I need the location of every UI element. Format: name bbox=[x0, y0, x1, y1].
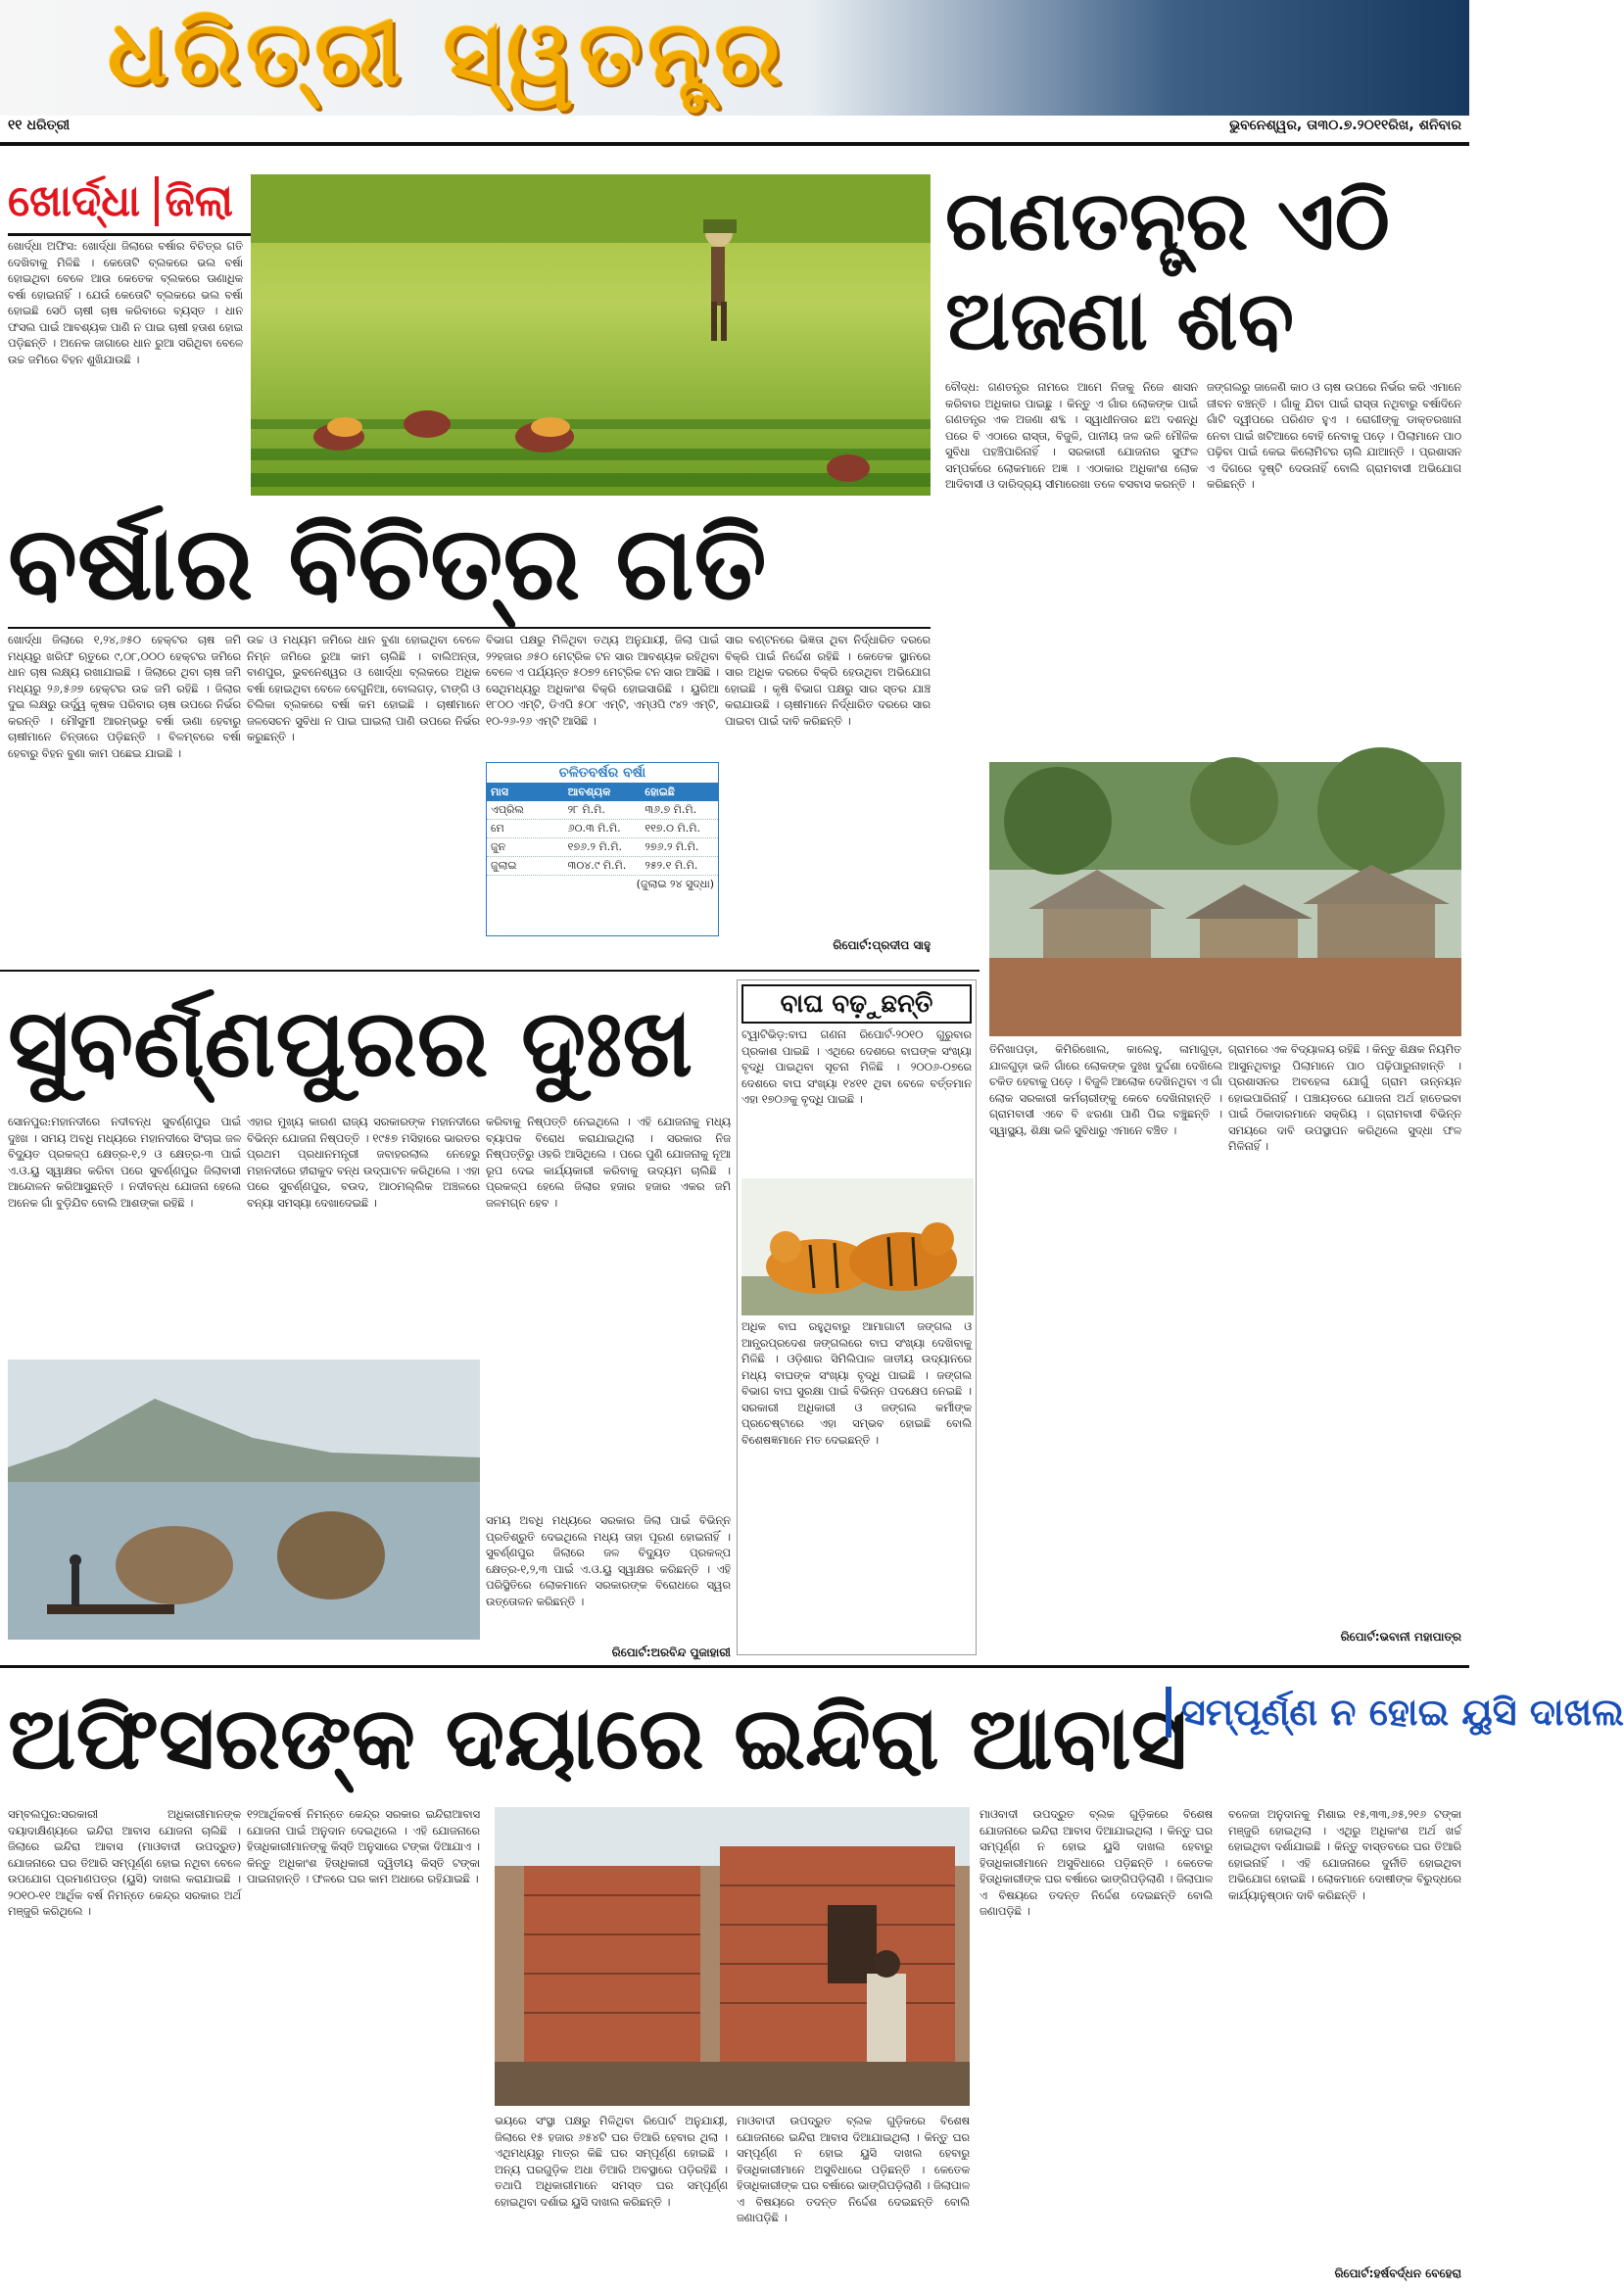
tiger-box-text-bottom: ଅଧିକ ବାଘ ରହୁଥିବାରୁ ଆମାଗାଟୀ ଜଙ୍ଗଲ ଓ ଆନ୍ଧ୍ରପ୍ରଦେଶ ଜଙ୍ଗଲରେ ବାଘ ସଂଖ୍ୟା ଦେଖିବାକୁ ମିଳିଛି । ଓଡ଼ିଶାର ସିମିଲିପାଳ ଜାତୀୟ ଉଦ୍ୟାନରେ ମଧ୍ୟ ବାଘଙ୍କ ସଂଖ୍ୟା ବୃଦ୍ଧି ପାଇଛି । ଜଙ୍ଗଲ ବିଭାଗ ବାଘ ସୁରକ୍ଷା ପାଇଁ ବିଭିନ୍ନ ପଦକ୍ଷେପ ନେଇଛି । ସରକାରୀ ଅଧିକାରୀ ଓ ଜଙ୍ଗଲ କର୍ମୀଙ୍କ ପ୍ରଚେଷ୍ଟାରେ ଏହା ସମ୍ଭବ ହୋଇଛି ବୋଲି ବିଶେଷଜ୍ଞମାନେ ମତ ଦେଇଛନ୍ତି । bbox=[741, 1320, 972, 1447]
tiger-box-title: ବାଘ ବଢ଼ୁଛନ୍ତି bbox=[741, 984, 972, 1024]
indira-column-2: ୧୨ଆର୍ଥିକବର୍ଷ ନିମନ୍ତେ କେନ୍ଦ୍ର ସରକାର ଇନ୍ଦିରାଆବାସ ଯୋଜନା ପାଇଁ ଅନୁଦାନ ଦେଇଥିଲେ । ଏହି ଯୋଜନାରେ ହିତାଧିକାରୀମାନଙ୍କୁ କିସ୍ତି ଅନୁସାରେ ଟଙ୍କା ଦିଆଯାଏ । କିନ୍ତୁ ଅଧିକାଂଶ ହିତାଧିକାରୀ ଦ୍ୱିତୀୟ କିସ୍ତି ଟଙ୍କା ପାଇନାହାନ୍ତି । ଫଳରେ ଘର କାମ ଅଧାରେ ରହିଯାଇଛି । bbox=[247, 1808, 480, 1885]
khordha-headline: ବର୍ଷାର ବିଚିତ୍ର ଗତି bbox=[8, 503, 767, 623]
dateline: ଭୁବନେଶ୍ୱର, ତା୩୦.୭.୨୦୧୧ରିଖ, ଶନିବାର bbox=[1229, 118, 1461, 133]
newspaper-title: ଧରିତ୍ରୀ ସ୍ୱତନ୍ତ୍ର bbox=[108, 2, 788, 105]
rainfall-table-title: ଚଳିତବର୍ଷର ବର୍ଷା bbox=[487, 763, 718, 784]
header-month: ମାସ bbox=[491, 786, 508, 798]
suvarnapur-column-3: କରିବାକୁ ନିଷ୍ପତ୍ତି ନେଇଥିଲେ । ଏହି ଯୋଜନାକୁ ମଧ୍ୟ ବ୍ୟାପକ ବିରୋଧ କରାଯାଇଥିଲା । ସରକାର ନିଜ ନିଷ୍ପତ୍ତିରୁ ଓହରି ଆସିଥିଲେ । ପରେ ପୁଣି ଯୋଜନାକୁ ନୂଆ ରୂପ ଦେଇ କାର୍ଯ୍ୟକାରୀ କରିବାକୁ ଉଦ୍ୟମ ଚାଲିଛି । ପ୍ରକଳ୍ପ ହେଲେ ଜିଲାର ହଜାର ହଜାର ଏକର ଜମି ଜଳମଗ୍ନ ହେବ । bbox=[486, 1116, 731, 1210]
village-huts-photo bbox=[989, 762, 1461, 1036]
paddy-field-photo bbox=[251, 174, 931, 496]
khordha-column-2: ଉଚ୍ଚ ଓ ମଧ୍ୟମ ଜମିରେ ଧାନ ବୁଣା ହୋଇଥିବା ବେଳେ ନିମ୍ନ ଜମିରେ ରୁଆ କାମ ଚାଲିଛି । ବାଲିଅନ୍ତା, ବାଣପୁର, ଭୁବନେଶ୍ୱର ଓ ଖୋର୍ଦ୍ଧା ବ୍ଲକରେ ଅଧିକ ବର୍ଷା ହୋଇଥିବା ବେଳେ ବେଗୁନିଆ, ବୋଲଗଡ଼, ଟାଙ୍ଗି ଓ ଚିଲିକା ବ୍ଲକରେ ବର୍ଷା କମ ହୋଇଛି । ଚାଷୀମାନେ ଜଳସେଚନ ସୁବିଧା ନ ପାଇ ଘାଇଲା ପାଣି ଉପରେ ନିର୍ଭର କରୁଛନ୍ତି । bbox=[247, 634, 480, 743]
section-divider bbox=[0, 1665, 1469, 1668]
indira-side-headline: ସମ୍ପୂର୍ଣ୍ଣ ନ ହୋଇ ୟୁସି ଦାଖଲ bbox=[1166, 1687, 1461, 1738]
headline-rule bbox=[8, 627, 931, 629]
indira-column-3b: ମାଓବାଦୀ ଉପଦ୍ରୁତ ବ୍ଲକ ଗୁଡ଼ିକରେ ବିଶେଷ ଯୋଜନାରେ ଇନ୍ଦିରା ଆବାସ ଦିଆଯାଇଥିଲା । କିନ୍ତୁ ଘର ସମ୍ପୂର୍ଣ୍ଣ ନ ହୋଇ ୟୁସି ଦାଖଲ ହେବାରୁ ହିତାଧିକାରୀମାନେ ଅସୁବିଧାରେ ପଡ଼ିଛନ୍ତି । କେତେକ ହିତାଧିକାରୀଙ୍କ ଘର ବର୍ଷାରେ ଭାଙ୍ଗିପଡ଼ିଲାଣି । ଜିଲାପାଳ ଏ ବିଷୟରେ ତଦନ୍ତ ନିର୍ଦ୍ଦେଶ ଦେଇଛନ୍ତି ବୋଲି ଜଣାପଡ଼ିଛି । bbox=[737, 2115, 970, 2224]
kicker-district-label: ଜିଲା bbox=[155, 176, 232, 226]
tiger-box-text-top: ଟ୍ୱାଟିଭିଡ଼:ବାଘ ଗଣନା ରିପୋର୍ଟ-୨୦୧୦ ଗୁରୁବାର ପ୍ରକାଶ ପାଇଛି । ଏଥିରେ ଦେଶରେ ବାଘଙ୍କ ସଂଖ୍ୟା ବୃଦ୍ଧି ପାଇଥିବା ସୂଚନା ମିଳିଛି । ୨୦୦୬-୦୭ରେ ଦେଶରେ ବାଘ ସଂଖ୍ୟା ୧୪୧୧ ଥିବା ବେଳେ ବର୍ତ୍ତମାନ ଏହା ୧୭୦୬କୁ ବୃଦ୍ଧି ପାଇଛି । bbox=[741, 1028, 972, 1106]
khordha-column-4: ସାର ବଣ୍ଟନରେ ଭିଜ୍ଞତା ଥିବା ନିର୍ଦ୍ଧାରିତ ଦରରେ ବିକ୍ରି ପାଇଁ ନିର୍ଦ୍ଦେଶ ରହିଛି । କେତେକ ସ୍ଥାନରେ ସାର ଅଧିକ ଦରରେ ବିକ୍ରି ହେଉଥିବା ଅଭିଯୋଗ ହୋଇଛି । କୃଷି ବିଭାଗ ପକ୍ଷରୁ ସାର ସ୍ତର ଯାଞ୍ଚ କରାଯାଉଛି । ଚାଷୀମାନେ ନିର୍ଦ୍ଧାରିତ ଦରରେ ସାର ପାଇବା ପାଇଁ ଦାବି କରିଛନ୍ତି । bbox=[725, 634, 931, 728]
ganatantra-headline-line-1: ଗଣତନ୍ତ୍ର ଏଠି bbox=[945, 172, 1390, 268]
river-boat-photo bbox=[8, 1360, 480, 1640]
page-number: ୧୧ ଧରିତ୍ରୀ bbox=[8, 118, 71, 133]
ganatantra-byline: ରିପୋର୍ଟ:ଭବାନୀ ମହାପାତ୍ର bbox=[1340, 1630, 1461, 1644]
indira-column-3: ଭୟରେ ସଂସ୍ଥା ପକ୍ଷରୁ ମିଳିଥିବା ରିପୋର୍ଟ ଅନୁଯାୟୀ, ଜିଲାରେ ୧୫ ହଜାର ୬୫୪ଟି ଘର ତିଆରି ହେବାର ଥିଲା । ଏଥିମଧ୍ୟରୁ ମାତ୍ର କିଛି ଘର ସମ୍ପୂର୍ଣ୍ଣ ହୋଇଛି । ଅନ୍ୟ ଘରଗୁଡ଼ିକ ଅଧା ତିଆରି ଅବସ୍ଥାରେ ପଡ଼ିରହିଛି । ତଥାପି ଅଧିକାରୀମାନେ ସମସ୍ତ ଘର ସମ୍ପୂର୍ଣ୍ଣ ହୋଇଥିବା ଦର୍ଶାଇ ୟୁସି ଦାଖଲ କରିଛନ୍ତି । bbox=[495, 2115, 728, 2209]
suvarnapur-column-4: ସମୟ ଅବଧି ମଧ୍ୟରେ ସରକାର ଜିଲା ପାଇଁ ବିଭିନ୍ନ ପ୍ରତିଶ୍ରୁତି ଦେଇଥିଲେ ମଧ୍ୟ ତାହା ପୂରଣ ହୋଇନାହିଁ । ସୁବର୍ଣ୍ଣପୁର ଜିଲାରେ ଜଳ ବିଦ୍ୟୁତ ପ୍ରକଳ୍ପ କ୍ଷେତ୍ର-୧,୨,୩ ପାଇଁ ଏ.ଓ.ୟୁ ସ୍ୱାକ୍ଷର କରିଛନ୍ତି । ଏହି ପରିସ୍ଥିତିରେ ଲୋକମାନେ ସରକାରଙ୍କ ବିରୋଧରେ ସ୍ୱର ଉତ୍ତୋଳନ କରିଛନ୍ତି । bbox=[486, 1514, 731, 1608]
tiger-box bbox=[737, 979, 977, 1655]
table-row: ଜୁନ ୧୭୬.୨ ମି.ମି. ୨୭୬.୨ ମି.ମି. bbox=[487, 838, 718, 857]
tiger-photo bbox=[741, 1178, 972, 1315]
unfinished-house-photo bbox=[495, 1807, 970, 2106]
rainfall-table-header bbox=[487, 784, 718, 801]
table-row: ଏପ୍ରିଲ ୨୮ ମି.ମି. ୩୬.୭ ମି.ମି. bbox=[487, 801, 718, 820]
table-row: ମେ ୬୦.୩ ମି.ମି. ୧୧୭.୦ ମି.ମି. bbox=[487, 820, 718, 838]
header-actual: ହୋଇଛି bbox=[645, 786, 675, 798]
khordha-column-1: ଖୋର୍ଦ୍ଧା ଜିଲାରେ ୧,୨୪,୬୫୦ ହେକ୍ଟର ଚାଷ ଜମି ମଧ୍ୟରୁ ଖରିଫ ଋତୁରେ ୯,୦୮,୦୦୦ ହେକ୍ଟର ଜମିରେ ଧାନ ଚାଷ ଲକ୍ଷ୍ୟ ରଖାଯାଇଛି । ଜିଲାରେ ଥିବା ଚାଷ ଜମି ମଧ୍ୟରୁ ୨୬,୫୬୭ ହେକ୍ଟର ଉଚ୍ଚ ଜମି ରହିଛି । ଜିଲାର ଦୁଇ ଲକ୍ଷରୁ ଉର୍ଦ୍ଧ୍ୱ କୃଷକ ପରିବାର ଚାଷ ଉପରେ ନିର୍ଭର କରନ୍ତି । ମୌସୁମୀ ଆରମ୍ଭରୁ ବର୍ଷା ଊଣା ହେବାରୁ ଚାଷୀମାନେ ଚିନ୍ତାରେ ପଡ଼ିଛନ୍ତି । ବିଳମ୍ବରେ ବର୍ଷା ହେବାରୁ ବିହନ ବୁଣା କାମ ପଛେଇ ଯାଇଛି । bbox=[8, 634, 241, 760]
indira-byline: ରିପୋର୍ଟ:ହର୍ଷବର୍ଦ୍ଧନ ବେହେରା bbox=[1334, 2266, 1461, 2280]
indira-column-5: ବଳେଜା ଅନୁଦାନକୁ ମିଶାଇ ୧୫,୩୩,୬୫,୨୧୬ ଟଙ୍କା ମଞ୍ଜୁରି ହୋଇଥିଲା । ଏଥିରୁ ଅଧିକାଂଶ ଅର୍ଥ ଖର୍ଚ୍ଚ ହୋଇଥିବା ଦର୍ଶାଯାଇଛି । କିନ୍ତୁ ବାସ୍ତବରେ ଘର ତିଆରି ହୋଇନାହିଁ । ଏହି ଯୋଜନାରେ ଦୁର୍ନୀତି ହୋଇଥିବା ଅଭିଯୋଗ ହୋଇଛି । ଲୋକମାନେ ଦୋଷୀଙ୍କ ବିରୁଦ୍ଧରେ କାର୍ଯ୍ୟାନୁଷ୍ଠାନ ଦାବି କରିଛନ୍ତି । bbox=[1228, 1808, 1461, 1902]
rainfall-table-note: (ଜୁଲାଇ ୨୪ ସୁଦ୍ଧା) bbox=[636, 878, 714, 890]
suvarnapur-column-2: ଏହାର ମୁଖ୍ୟ କାରଣ ରାଜ୍ୟ ସରକାରଙ୍କ ମହାନଦୀରେ ବିଭିନ୍ନ ଯୋଜନା ନିଷ୍ପତ୍ତି । ୧୯୫୭ ମସିହାରେ ଭାରତର ପ୍ରଥମ ପ୍ରଧାନମନ୍ତ୍ରୀ ଜବାହରଲାଲ ନେହେରୁ ମହାନଦୀରେ ହୀରାକୁଦ ବନ୍ଧ ଉଦ୍‌ଘାଟନ କରିଥିଲେ । ଏହା ପରେ ସୁବର୍ଣ୍ଣପୁର, ବଉଦ, ଆଠମଲ୍ଲିକ ଅଞ୍ଚଳରେ ବନ୍ୟା ସମସ୍ୟା ଦେଖାଦେଇଛି । bbox=[247, 1116, 480, 1210]
masthead-rule bbox=[0, 142, 1469, 146]
ganatantra-column-2: ଜଙ୍ଗଲରୁ ଜାଳେଣି କାଠ ଓ ଚାଷ ଉପରେ ନିର୍ଭର କରି ଏମାନେ ଜୀବନ ବଞ୍ଚନ୍ତି । ଗାଁକୁ ଯିବା ପାଇଁ ରାସ୍ତା ନଥିବାରୁ ବର୍ଷାଦିନେ ଗାଁଟି ଦ୍ୱୀପରେ ପରିଣତ ହୁଏ । ରୋଗୀଙ୍କୁ ଡାକ୍ତରଖାନା ନେବା ପାଇଁ ଖଟିଆରେ ବୋହି ନେବାକୁ ପଡ଼େ । ପିଲାମାନେ ପାଠ ପଢ଼ିବା ପାଇଁ କେଇ କିଲୋମିଟର ଚାଲି ଯାଆନ୍ତି । ପ୍ରଶାସନ ଏ ଦିଗରେ ଦୃଷ୍ଟି ଦେଉନାହିଁ ବୋଲି ଗ୍ରାମବାସୀ ଅଭିଯୋଗ କରିଛନ୍ତି । bbox=[1207, 381, 1461, 491]
indira-headline: ଅଫିସରଙ୍କ ଦୟାରେ ଇନ୍ଦିରା ଆବାସ bbox=[8, 1688, 1187, 1789]
suvarnapur-column-1: ସୋନପୁର:ମହାନଦୀରେ ନଦୀବନ୍ଧ ସୁବର୍ଣ୍ଣପୁର ପାଇଁ ଦୁଃଖ । ସମୟ ଅବଧି ମଧ୍ୟରେ ମହାନଦୀରେ ସିଂଚାଇ ଜଳ ବିଦ୍ୟୁତ ପ୍ରକଳ୍ପ କ୍ଷେତ୍ର-୧,୨ ଓ କ୍ଷେତ୍ର-୩ ପାଇଁ ଏ.ଓ.ୟୁ ସ୍ୱାକ୍ଷର କରିବା ପରେ ସୁବର୍ଣ୍ଣପୁର ଜିଲାବାସୀ ଆନ୍ଦୋଳନ କରିଆସୁଛନ୍ତି । ନଦୀବନ୍ଧ ଯୋଜନା ହେଲେ ଅନେକ ଗାଁ ବୁଡ଼ିଯିବ ବୋଲି ଆଶଙ୍କା ରହିଛି । bbox=[8, 1116, 241, 1210]
suvarnapur-headline: ସୁବର୍ଣ୍ଣପୁରର ଦୁଃଖ bbox=[8, 988, 693, 1098]
khordha-intro: ଖୋର୍ଦ୍ଧା ଅଫିସ: ଖୋର୍ଦ୍ଧା ଜିଲାରେ ବର୍ଷାର ବିଚିତ୍ର ଗତି ଦେଖିବାକୁ ମିଳିଛି । କେତୋଟି ବ୍ଲକରେ ଭଲ ବର୍ଷା ହୋଇଥିବା ବେଳେ ଆଉ କେତେକ ବ୍ଲକରେ ଊଣାଧିକ ବର୍ଷା ହୋଇନାହିଁ । ଯେଉଁ କେତୋଟି ବ୍ଲକରେ ଭଲ ବର୍ଷା ହୋଇଛି ସେଠି ଚାଷୀ ଚାଷ କରିବାରେ ବ୍ୟସ୍ତ । ଧାନ ଫସଲ ପାଇଁ ଆବଶ୍ୟକ ପାଣି ନ ପାଇ ଚାଷୀ ହତାଶ ହୋଇ ପଡ଼ିଛନ୍ତି । ଅନେକ ଜାଗାରେ ଧାନ ରୁଆ ସରିଥିବା ବେଳେ ଉଚ୍ଚ ଜମିରେ ବିହନ ଶୁଖିଯାଉଛି । bbox=[8, 240, 243, 366]
ganatantra-column-4: ଗ୍ରାମରେ ଏକ ବିଦ୍ୟାଳୟ ରହିଛି । କିନ୍ତୁ ଶିକ୍ଷକ ନିୟମିତ ଆସୁନଥିବାରୁ ପିଲାମାନେ ପାଠ ପଢ଼ିପାରୁନାହାନ୍ତି । ପ୍ରଶାସନର ଅବହେଳା ଯୋଗୁଁ ଗ୍ରାମ ଉନ୍ନୟନ ହୋଇପାରିନାହିଁ । ପଞ୍ଚାୟତରେ ଯୋଜନା ଅର୍ଥ ହାତେଇବା ପାଇଁ ଠିକାଦାରମାନେ ସକ୍ରିୟ । ଗ୍ରାମବାସୀ ବିଭିନ୍ନ ସମୟରେ ଦାବି ଉପସ୍ଥାପନ କରିଥିଲେ ସୁଦ୍ଧା ଫଳ ମିଳିନାହିଁ । bbox=[1228, 1043, 1461, 1153]
table-row: ଜୁଲାଇ ୩୦୪.୯ ମି.ମି. ୨୫୨.୧ ମି.ମି. bbox=[487, 857, 718, 876]
ganatantra-column-3: ତିନିଖାପଡ଼ା, କିମିରିଖୋଲ, କାଲେହୁ, ଳାମାଗୁଡ଼ା, ଯାଳଗୁଡ଼ା ଭଳି ଗାଁରେ ଲୋକଙ୍କ ଦୁଃଖ ଦୁର୍ଦ୍ଦଶା ଦେଖିଲେ ଚକିତ ହେବାକୁ ପଡ଼େ । ବିଜୁଳି ଆଲୋକ ଦେଖିନଥିବା ଏ ଗାଁ ଲୋକ ସରକାରୀ କର୍ମଚାରୀଙ୍କୁ କେବେ ଦେଖିନାହାନ୍ତି । ଗ୍ରାମବାସୀ ଏବେ ବି ଝରଣା ପାଣି ପିଇ ବଞ୍ଚୁଛନ୍ତି । ସ୍ୱାସ୍ଥ୍ୟ, ଶିକ୍ଷା ଭଳି ସୁବିଧାରୁ ଏମାନେ ବଞ୍ଚିତ । bbox=[989, 1043, 1222, 1137]
kicker-district-name: ଖୋର୍ଦ୍ଧା bbox=[8, 176, 141, 226]
masthead-banner bbox=[0, 0, 1469, 116]
khordha-column-3-top: ବିଭାଗ ପକ୍ଷରୁ ମିଳିଥିବା ତଥ୍ୟ ଅନୁଯାୟୀ, ଜିଲା ପାଇଁ ୨୨ହଜାର ୬୫୦ ମେଟ୍ରିକ ଟନ ସାର ଆବଶ୍ୟକ ରହିଥିବା ବେଳେ ଏ ପର୍ଯ୍ୟନ୍ତ ୫୦୭୨ ମେଟ୍ରିକ ଟନ ସାର ଆସିଛି । ସେଥିମଧ୍ୟରୁ ଅଧିକାଂଶ ବିକ୍ରି ହୋଇସାରିଛି । ୟୁରିଆ ୧୮୦୦ ଏମ୍‌ଟି, ଡିଏପି ୫୦୮ ଏମ୍‌ଟି, ଏମ୍‌ଓପି ୯୪୨ ଏମ୍‌ଟି, ୧୦-୨୬-୨୬ ଏମ୍‌ଟି ଆସିଛି । bbox=[486, 634, 719, 728]
suvarnapur-byline: ରିପୋର୍ଟ:ଅରବିନ୍ଦ ପୁଜାହାରୀ bbox=[611, 1646, 731, 1659]
header-required: ଆବଶ୍ୟକ bbox=[567, 786, 611, 798]
indira-column-4: ମାଓବାଦୀ ଉପଦ୍ରୁତ ବ୍ଲକ ଗୁଡ଼ିକରେ ବିଶେଷ ଯୋଜନାରେ ଇନ୍ଦିରା ଆବାସ ଦିଆଯାଇଥିଲା । କିନ୍ତୁ ଘର ସମ୍ପୂର୍ଣ୍ଣ ନ ହୋଇ ୟୁସି ଦାଖଲ ହେବାରୁ ହିତାଧିକାରୀମାନେ ଅସୁବିଧାରେ ପଡ଼ିଛନ୍ତି । କେତେକ ହିତାଧିକାରୀଙ୍କ ଘର ବର୍ଷାରେ ଭାଙ୍ଗିପଡ଼ିଲାଣି । ଜିଲାପାଳ ଏ ବିଷୟରେ ତଦନ୍ତ ନିର୍ଦ୍ଦେଶ ଦେଇଛନ୍ତି ବୋଲି ଜଣାପଡ଼ିଛି । bbox=[979, 1808, 1213, 1918]
rainfall-table bbox=[486, 762, 719, 936]
ganatantra-headline-line-2: ଅଜଣା ଶବ bbox=[945, 272, 1295, 368]
khordha-byline: ରିପୋର୍ଟ:ପ୍ରଦୀପ ସାହୁ bbox=[833, 938, 931, 952]
ganatantra-column-1: ବୌଦ୍ଧ: ଗଣତନ୍ତ୍ର ନାମରେ ଆମେ ନିଜକୁ ନିଜେ ଶାସନ କରିବାର ଅଧିକାର ପାଇଛୁ । କିନ୍ତୁ ଏ ଗାଁର ଲୋକଙ୍କ ପାଇଁ ଗଣତନ୍ତ୍ର ଏକ ଅଜଣା ଶବ୍ଦ । ସ୍ୱାଧୀନତାର ଛଅ ଦଶନ୍ଧି ପରେ ବି ଏଠାରେ ରାସ୍ତା, ବିଜୁଳି, ପାନୀୟ ଜଳ ଭଳି ମୌଳିକ ସୁବିଧା ପହଞ୍ଚିପାରିନାହିଁ । ସରକାରୀ ଯୋଜନାର ସୁଫଳ ସମ୍ପର୍କରେ ଲୋକମାନେ ଅଜ୍ଞ । ଏଠାକାର ଅଧିକାଂଶ ଲୋକ ଆଦିବାସୀ ଓ ଦାରିଦ୍ର୍ୟ ସୀମାରେଖା ତଳେ ବସବାସ କରନ୍ତି । bbox=[945, 381, 1198, 491]
section-divider bbox=[0, 970, 979, 972]
indira-column-1: ସମ୍ବଲପୁର:ସରକାରୀ ଅଧିକାରୀମାନଙ୍କ ଦୟାଦାକ୍ଷିଣ୍ୟରେ ଇନ୍ଦିରା ଆବାସ ଯୋଜନା ଚାଲିଛି । ଜିଲାରେ ଇନ୍ଦିରା ଆବାସ (ମାଓବାଦୀ ଉପଦ୍ରୁତ) ଯୋଜନାରେ ଘର ତିଆରି ସମ୍ପୂର୍ଣ୍ଣ ହୋଇ ନଥିବା ବେଳେ ଉପଯୋଗ ପ୍ରମାଣପତ୍ର (ୟୁସି) ଦାଖଲ କରାଯାଇଛି । ୨୦୧୦-୧୧ ଆର୍ଥିକ ବର୍ଷ ନିମନ୍ତେ କେନ୍ଦ୍ର ସରକାର ଅର୍ଥ ମଞ୍ଜୁରି କରିଥିଲେ । bbox=[8, 1808, 241, 1918]
